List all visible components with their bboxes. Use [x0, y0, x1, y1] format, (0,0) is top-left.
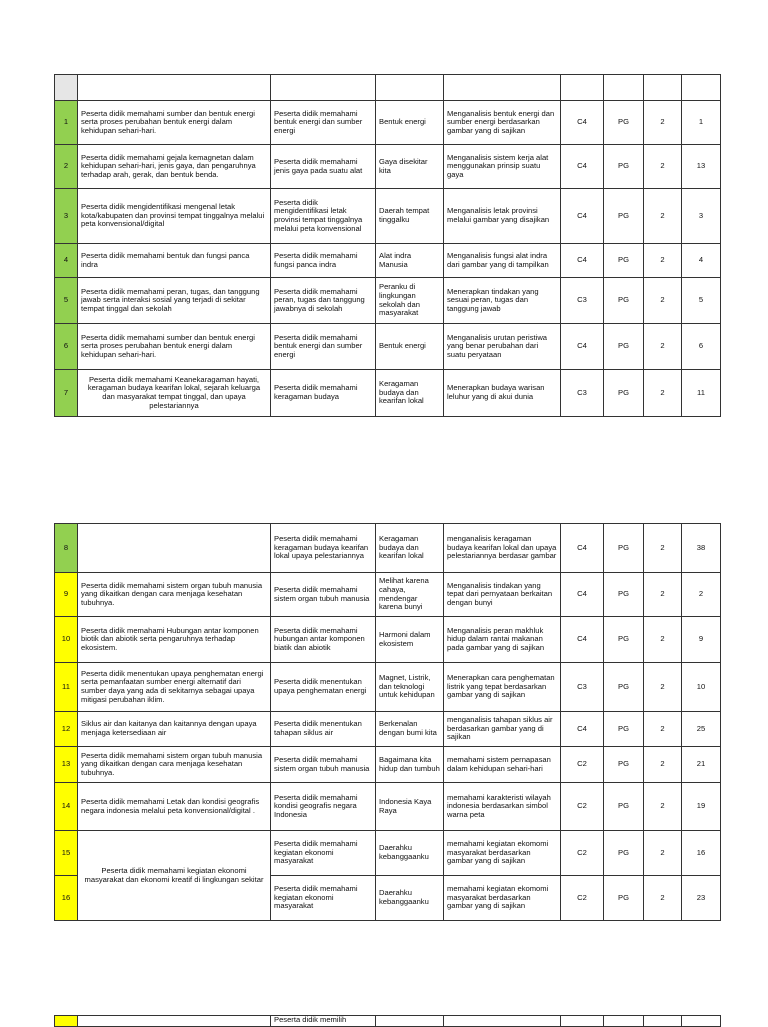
kompetensi-cell: Peserta didik memahami Hubungan antar komponen biotik dan abiotik serta pengaruhnya terhadap ekosistem. [78, 617, 271, 663]
header-cell [376, 75, 444, 101]
bentuk-soal-cell: PG [604, 747, 644, 783]
level-cell: C2 [561, 783, 604, 831]
nomor-soal-cell: 2 [682, 573, 721, 617]
row-number: 10 [55, 617, 78, 663]
level-cell: C4 [561, 617, 604, 663]
level-cell: C4 [561, 524, 604, 573]
table-row [55, 244, 721, 278]
materi-cell [376, 1016, 444, 1027]
level-cell: C4 [561, 189, 604, 244]
nomor-soal-cell: 21 [682, 747, 721, 783]
level-cell [561, 1016, 604, 1027]
kompetensi-cell: Peserta didik memahami sumber dan bentuk energi serta proses perubahan bentuk energi dalam kehidupan sehari-hari. [78, 324, 271, 370]
skor-cell: 2 [644, 370, 682, 417]
bentuk-soal-cell: PG [604, 831, 644, 876]
indikator-cell: Peserta didik mengidentifikasi letak provinsi tempat tinggalnya melalui peta konvensional [271, 189, 376, 244]
indikator-cell: Peserta didik menentukan upaya penghematan energi [271, 663, 376, 712]
kompetensi-cell: Peserta didik memahami gejala kemagnetan dalam kehidupan sehari-hari, jenis gaya, dan pengaruhnya terhadap arah, gerak, dan bentuk benda. [78, 145, 271, 189]
skor-cell: 2 [644, 524, 682, 573]
kompetensi-cell: Peserta didik memahami sumber dan bentuk energi serta proses perubahan bentuk energi dalam kehidupan sehari-hari. [78, 101, 271, 145]
nomor-soal-cell: 9 [682, 617, 721, 663]
row-number: 3 [55, 189, 78, 244]
row-number: 16 [55, 876, 78, 921]
level-cell: C4 [561, 573, 604, 617]
table-row [55, 278, 721, 324]
materi-cell: Gaya disekitar kita [376, 145, 444, 189]
materi-cell: Daerahku kebanggaanku [376, 876, 444, 921]
kompetensi-cell: Peserta didik menentukan upaya penghematan energi serta pemanfaatan sumber energi alternatif dari sumber daya yang ada di sekitarnya sebagai upaya mitigasi perubahan iklim. [78, 663, 271, 712]
kompetensi-cell: Siklus air dan kaitanya dan kaitannya dengan upaya menjaga ketersediaan air [78, 712, 271, 747]
indikator-soal-cell: menganalisis keragaman budaya kearifan lokal dan upaya pelestariannya berdasar gambar [444, 524, 561, 573]
indikator-cell: Peserta didik menentukan tahapan siklus air [271, 712, 376, 747]
table-row [55, 783, 721, 831]
nomor-soal-cell [682, 1016, 721, 1027]
bentuk-soal-cell: PG [604, 663, 644, 712]
materi-cell: Bentuk energi [376, 324, 444, 370]
row-number: 1 [55, 101, 78, 145]
bentuk-soal-cell: PG [604, 370, 644, 417]
kompetensi-cell: Peserta didik memahami kegiatan ekonomi masyarakat dan ekonomi kreatif di lingkungan sekitar [78, 831, 271, 921]
level-cell: C4 [561, 145, 604, 189]
level-cell: C3 [561, 370, 604, 417]
bentuk-soal-cell: PG [604, 189, 644, 244]
skor-cell: 2 [644, 101, 682, 145]
table-row [55, 747, 721, 783]
indikator-soal-cell: Menerapkan tindakan yang sesuai peran, tugas dan tanggung jawab [444, 278, 561, 324]
level-cell: C4 [561, 101, 604, 145]
nomor-soal-cell: 1 [682, 101, 721, 145]
indikator-cell: Peserta didik memahami sistem organ tubuh manusia [271, 747, 376, 783]
indikator-cell: Peserta didik memahami kegiatan ekonomi masyarakat [271, 876, 376, 921]
kisi-kisi-table-3 [54, 1015, 721, 1027]
bentuk-soal-cell: PG [604, 278, 644, 324]
indikator-soal-cell: Menganalisis letak provinsi melalui gambar yang disajikan [444, 189, 561, 244]
row-number: 9 [55, 573, 78, 617]
materi-cell: Alat indra Manusia [376, 244, 444, 278]
indikator-soal-cell: Menganalisis bentuk energi dan sumber energi berdasarkan gambar yang di sajikan [444, 101, 561, 145]
indikator-cell: Peserta didik memahami hubungan antar komponen biatik dan abiotik [271, 617, 376, 663]
indikator-soal-cell [444, 1016, 561, 1027]
indikator-soal-cell: memahami kegiatan ekomomi masyarakat berdasarkan gambar yang di sajikan [444, 831, 561, 876]
indikator-soal-cell: Menganalisis sistem kerja alat menggunakan prinsip suatu gaya [444, 145, 561, 189]
table-row [55, 831, 721, 876]
kompetensi-cell [78, 524, 271, 573]
level-cell: C2 [561, 831, 604, 876]
materi-cell: Berkenalan dengan bumi kita [376, 712, 444, 747]
bentuk-soal-cell: PG [604, 244, 644, 278]
nomor-soal-cell: 16 [682, 831, 721, 876]
table-row [55, 324, 721, 370]
materi-cell: Keragaman budaya dan kearifan lokal [376, 370, 444, 417]
header-row [55, 75, 721, 101]
row-number: 2 [55, 145, 78, 189]
bentuk-soal-cell: PG [604, 876, 644, 921]
materi-cell: Melihat karena cahaya, mendengar karena bunyi [376, 573, 444, 617]
indikator-soal-cell: memahami kegiatan ekomomi masyarakat berdasarkan gambar yang di sajikan [444, 876, 561, 921]
materi-cell: Peranku di lingkungan sekolah dan masyarakat [376, 278, 444, 324]
indikator-cell: Peserta didik memahami keragaman budaya kearifan lokal upaya pelestariannya [271, 524, 376, 573]
table-row [55, 189, 721, 244]
materi-cell: Bentuk energi [376, 101, 444, 145]
row-number: 11 [55, 663, 78, 712]
nomor-soal-cell: 13 [682, 145, 721, 189]
row-number: 6 [55, 324, 78, 370]
bentuk-soal-cell: PG [604, 712, 644, 747]
nomor-soal-cell: 25 [682, 712, 721, 747]
skor-cell: 2 [644, 278, 682, 324]
indikator-soal-cell: Menganalisis peran makhluk hidup dalam rantai makanan pada gambar yang di sajikan [444, 617, 561, 663]
indikator-cell: Peserta didik memahami bentuk energi dan sumber energi [271, 324, 376, 370]
bentuk-soal-cell: PG [604, 573, 644, 617]
bentuk-soal-cell: PG [604, 524, 644, 573]
level-cell: C3 [561, 663, 604, 712]
indikator-cell: Peserta didik memahami sistem organ tubuh manusia [271, 573, 376, 617]
skor-cell: 2 [644, 663, 682, 712]
kompetensi-cell: Peserta didik memahami Letak dan kondisi geografis negara indonesia melalui peta konvensional/digital . [78, 783, 271, 831]
indikator-soal-cell: Menganalisis urutan peristiwa yang benar perubahan dari suatu peryataan [444, 324, 561, 370]
skor-cell: 2 [644, 831, 682, 876]
table-row [55, 145, 721, 189]
skor-cell: 2 [644, 145, 682, 189]
materi-cell: Indonesia Kaya Raya [376, 783, 444, 831]
table-row [55, 712, 721, 747]
table-row [55, 101, 721, 145]
materi-cell: Harmoni dalam ekosistem [376, 617, 444, 663]
indikator-soal-cell: Menerapkan budaya warisan leluhur yang di akui dunia [444, 370, 561, 417]
level-cell: C4 [561, 324, 604, 370]
header-cell [271, 75, 376, 101]
indikator-soal-cell: Menganalisis tindakan yang tepat dari pernyataan berkaitan dengan bunyi [444, 573, 561, 617]
header-cell [644, 75, 682, 101]
nomor-soal-cell: 38 [682, 524, 721, 573]
indikator-cell: Peserta didik memahami fungsi panca indra [271, 244, 376, 278]
nomor-soal-cell: 23 [682, 876, 721, 921]
skor-cell: 2 [644, 244, 682, 278]
table-row [55, 1016, 721, 1027]
materi-cell: Daerah tempat tinggalku [376, 189, 444, 244]
row-number: 8 [55, 524, 78, 573]
kompetensi-cell: Peserta didik memahami peran, tugas, dan tanggung jawab serta interaksi sosial yang terjadi di sekitar tempat tinggal dan sekolah [78, 278, 271, 324]
skor-cell: 2 [644, 712, 682, 747]
row-number: 5 [55, 278, 78, 324]
kompetensi-cell: Peserta didik memahami Keanekaragaman hayati, keragaman budaya kearifan lokal, sejarah keluarga dan masyarakat tempat tinggal, dan upaya pelestariannya [78, 370, 271, 417]
nomor-soal-cell: 5 [682, 278, 721, 324]
level-cell: C4 [561, 712, 604, 747]
materi-cell: Keragaman budaya dan kearifan lokal [376, 524, 444, 573]
header-cell [604, 75, 644, 101]
indikator-soal-cell: Menerapkan cara penghematan listrik yang tepat berdasarkan gambar yang di sajikan [444, 663, 561, 712]
indikator-cell: Peserta didik memahami jenis gaya pada suatu alat [271, 145, 376, 189]
row-number: 14 [55, 783, 78, 831]
materi-cell: Bagaimana kita hidup dan tumbuh [376, 747, 444, 783]
kompetensi-cell: Peserta didik memahami sistem organ tubuh manusia yang dikaitkan dengan cara menjaga kesehatan tubuhnya. [78, 747, 271, 783]
bentuk-soal-cell: PG [604, 324, 644, 370]
indikator-soal-cell: memahami karakteristi wilayah indonesia berdasarkan simbol warna peta [444, 783, 561, 831]
bentuk-soal-cell: PG [604, 617, 644, 663]
indikator-soal-cell: Menganalisis fungsi alat indra dari gambar yang di tampilkan [444, 244, 561, 278]
row-number: 12 [55, 712, 78, 747]
skor-cell: 2 [644, 189, 682, 244]
bentuk-soal-cell [604, 1016, 644, 1027]
level-cell: C3 [561, 278, 604, 324]
header-cell [78, 75, 271, 101]
table-row [55, 524, 721, 573]
header-cell [561, 75, 604, 101]
bentuk-soal-cell: PG [604, 101, 644, 145]
kompetensi-cell: Peserta didik memahami bentuk dan fungsi panca indra [78, 244, 271, 278]
table-row [55, 370, 721, 417]
skor-cell [644, 1016, 682, 1027]
kompetensi-cell: Peserta didik memahami sistem organ tubuh manusia yang dikaitkan dengan cara menjaga kesehatan tubuhnya. [78, 573, 271, 617]
indikator-soal-cell: menganalisis tahapan siklus air berdasarkan gambar yang di sajikan [444, 712, 561, 747]
nomor-soal-cell: 3 [682, 189, 721, 244]
skor-cell: 2 [644, 324, 682, 370]
kisi-kisi-table-1 [54, 74, 721, 417]
bentuk-soal-cell: PG [604, 783, 644, 831]
kisi-kisi-table-2 [54, 523, 721, 921]
row-number: 4 [55, 244, 78, 278]
nomor-soal-cell: 4 [682, 244, 721, 278]
level-cell: C4 [561, 244, 604, 278]
level-cell: C2 [561, 747, 604, 783]
indikator-cell: Peserta didik memilih [271, 1016, 376, 1027]
kompetensi-cell: Peserta didik mengidentifikasi mengenal letak kota/kabupaten dan provinsi tempat tinggalnya melalui peta konvensional/digital [78, 189, 271, 244]
header-cell [55, 75, 78, 101]
bentuk-soal-cell: PG [604, 145, 644, 189]
skor-cell: 2 [644, 783, 682, 831]
materi-cell: Magnet, Listrik, dan teknologi untuk kehidupan [376, 663, 444, 712]
nomor-soal-cell: 11 [682, 370, 721, 417]
skor-cell: 2 [644, 573, 682, 617]
row-number: 7 [55, 370, 78, 417]
row-number: 15 [55, 831, 78, 876]
indikator-cell: Peserta didik memahami kegiatan ekonomi masyarakat [271, 831, 376, 876]
kompetensi-cell [78, 1016, 271, 1027]
table-row [55, 663, 721, 712]
indikator-cell: Peserta didik memahami bentuk energi dan sumber energi [271, 101, 376, 145]
skor-cell: 2 [644, 617, 682, 663]
indikator-cell: Peserta didik memahami keragaman budaya [271, 370, 376, 417]
row-number [55, 1016, 78, 1027]
header-cell [444, 75, 561, 101]
indikator-cell: Peserta didik memahami kondisi geografis negara Indonesia [271, 783, 376, 831]
row-number: 13 [55, 747, 78, 783]
table-row [55, 573, 721, 617]
skor-cell: 2 [644, 747, 682, 783]
nomor-soal-cell: 19 [682, 783, 721, 831]
header-cell [682, 75, 721, 101]
nomor-soal-cell: 10 [682, 663, 721, 712]
materi-cell: Daerahku kebanggaanku [376, 831, 444, 876]
table-row [55, 617, 721, 663]
indikator-cell: Peserta didik memahami peran, tugas dan tanggung jawabnya di sekolah [271, 278, 376, 324]
level-cell: C2 [561, 876, 604, 921]
nomor-soal-cell: 6 [682, 324, 721, 370]
skor-cell: 2 [644, 876, 682, 921]
indikator-soal-cell: memahami sistem pernapasan dalam kehidupan sehari-hari [444, 747, 561, 783]
